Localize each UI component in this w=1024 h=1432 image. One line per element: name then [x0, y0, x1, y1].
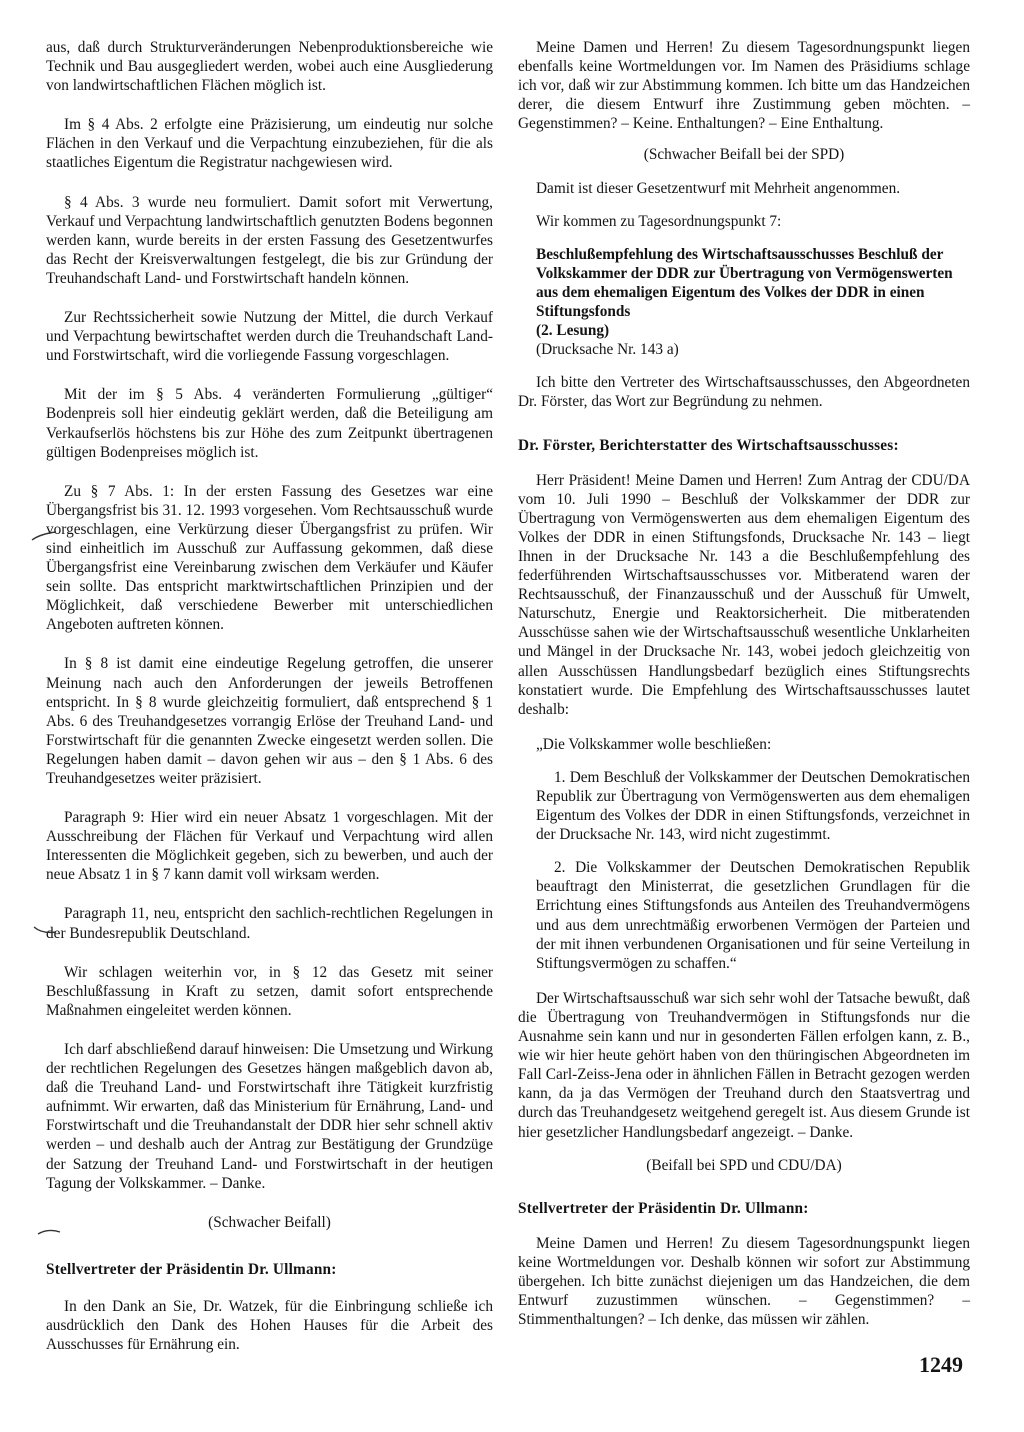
margin-mark-icon [36, 1226, 64, 1240]
paragraph: aus, daß durch Strukturveränderungen Nebenproduktionsbereiche wie Technik und Bau ausgegliedert werden, wobei auch eine Ausgliederung von landwirtschaftlichen Flächen möglich ist. [46, 39, 493, 95]
left-column [46, 38, 493, 1354]
motion-print-reference: (Drucksache Nr. 143 a) [536, 341, 679, 359]
page-number: 1249 [919, 1352, 963, 1377]
paragraph: Im § 4 Abs. 2 erfolgte eine Präzisierung, um eindeutig nur solche Flächen in den Verkauf und die Verpachtung einzubeziehen, für die als staatliches Eigentum die Registratur nachgewiesen wird. [46, 116, 493, 172]
paragraph: In § 8 ist damit eine eindeutige Regelung getroffen, die unserer Meinung nach auch den Anforderungen der jeweils Betroffenen entspricht. In § 8 wurde gleichzeitig formuliert, daß entsprechend § 1 Abs. 6 des Treuhandgesetzes vorrangig Erlöse der Treuhand Land- und Forstwirtschaft für die genannten Zwecke eingesetzt werden sollen. Die Regelungen haben damit – davon gehen wir aus – den § 1 Abs. 6 des Treuhandgesetzes weiter präzisiert. [46, 655, 493, 787]
applause-note: (Schwacher Beifall) [208, 1213, 331, 1231]
paragraph: Mit der im § 5 Abs. 4 veränderten Formulierung „gültiger“ Bodenpreis soll hier eindeutig geklärt werden, daß die Beteiligung am Verkaufserlös höchstens bis zur Höhe des zum Zeitpunkt übertragenen gültigen Bodenpreises möglich ist. [46, 386, 493, 461]
paragraph: Herr Präsident! Meine Damen und Herren! Zum Antrag der CDU/DA vom 10. Juli 1990 – Beschluß der Volkskammer der DDR zur Übertragung von Vermögenswerten aus dem ehemaligen Eigentum des Volkes der DDR in einen Stiftungsfonds, Drucksache Nr. 143 – liegt Ihnen in der Drucksache Nr. 143 a die Beschlußempfehlung des federführenden Wirtschaftsausschusses vor. Mitberatend waren der Rechtsausschuß, der Finanzausschuß und der Ausschuß für Umwelt, Naturschutz, Energie und Reaktorsicherheit. Die mitberatenden Ausschüsse sahen wie der Wirtschaftsausschuß wesentliche Unklarheiten und Mängel in der Drucksache Nr. 143, wobei jedoch gleichzeitig von allen Ausschüssen Handlungsbedarf bezüglich eines Stiftungsrechts konstatiert wurde. Die Empfehlung des Wirtschaftsausschusses lautet deshalb: [518, 471, 970, 718]
paragraph: Damit ist dieser Gesetzentwurf mit Mehrheit angenommen. [536, 179, 901, 197]
right-column [518, 38, 970, 1329]
margin-mark-icon [30, 530, 60, 544]
paragraph: Meine Damen und Herren! Zu diesem Tagesordnungspunkt liegen ebenfalls keine Wortmeldungen vor. Im Namen des Präsidiums schlage ich vor, daß wir zur Abstimmung kommen. Ich bitte um das Handzeichen derer, die diesem Entwurf ihre Zustimmung geben möchten. – Gegenstimmen? – Keine. Enthaltungen? – Eine Enthaltung. [518, 39, 970, 133]
quote-intro: „Die Volkskammer wolle beschließen: [536, 735, 772, 753]
paragraph: Paragraph 9: Hier wird ein neuer Absatz 1 vorgeschlagen. Mit der Ausschreibung der Flächen für Verkauf und Verpachtung wird allen Interessenten die Möglichkeit gegeben, sich zu bewerben, und auch der neue Absatz 1 in § 7 kann damit voll wirksam werden. [46, 809, 493, 884]
paragraph: Paragraph 11, neu, entspricht den sachlich-rechtlichen Regelungen in der Bundesrepublik Deutschland. [46, 905, 493, 942]
agenda-motion [518, 245, 970, 360]
paragraph: Der Wirtschaftsausschuß war sich sehr wohl der Tatsache bewußt, daß die Übertragung von Treuhandvermögen in Stiftungsfonds nur die Ausnahme sein kann und nur in gesonderten Fällen erfolgen kann, z. B., wie wir hier heute gehört haben von den thüringischen Abgeordneten im Fall Carl-Zeiss-Jena oder in ähnlichen Fällen in Betracht gezogen werden kann, da ja das Vermögen der Treuhand durch den Staatsvertrag und durch das Treuhandgesetz weitgehend geregelt ist. Aus diesem Grunde ist hier gesetzlicher Handlungsbedarf angezeigt. – Danke. [518, 989, 970, 1141]
resolution-item: 1. Dem Beschluß der Volkskammer der Deutschen Demokratischen Republik zur Übertragung von Vermögenswerten aus dem ehemaligen Eigentum des Volkes der DDR in einen Stiftungsfonds, verzeichnet in der Drucksache Nr. 143, wird nicht zugestimmt. [536, 768, 970, 844]
applause-note: (Beifall bei SPD und CDU/DA) [646, 1156, 842, 1174]
paragraph: Wir schlagen weiterhin vor, in § 12 das Gesetz mit seiner Beschlußfassung in Kraft zu setzen, damit sofort entsprechende Maßnahmen eingeleitet werden können. [46, 963, 493, 1019]
paragraph: Zur Rechtssicherheit sowie Nutzung der Mittel, die durch Verkauf und Verpachtung bewirtschaftet werden durch die Treuhandschaft Land- und Forstwirtschaft, wird die vorliegende Fassung vorgeschlagen. [46, 309, 493, 365]
paragraph: In den Dank an Sie, Dr. Watzek, für die Einbringung schließe ich ausdrücklich den Dank des Hohen Hauses für die Arbeit des Ausschusses für Ernährung ein. [46, 1297, 493, 1354]
margin-mark-icon [32, 924, 60, 938]
speaker-heading: Stellvertreter der Präsidentin Dr. Ullmann: [46, 1260, 337, 1278]
paragraph: § 4 Abs. 3 wurde neu formuliert. Damit sofort mit Verwertung, Verkauf und Verpachtung landwirtschaftlich genutzten Bodens begonnen werden kann, wurde bereits in der ersten Fassung des Gesetzentwurfes das Recht der Kreisverwaltungen festgelegt, die bis zur Gründung der Treuhandschaft Land- und Forstwirtschaft handeln können. [46, 193, 493, 287]
paragraph: Meine Damen und Herren! Zu diesem Tagesordnungspunkt liegen keine Wortmeldungen vor. Deshalb können wir sofort zur Abstimmung übergehen. Ich bitte zunächst diejenigen um das Handzeichen, die dem Entwurf zuzustimmen wünschen. – Gegenstimmen? – Stimmenthaltungen? – Ich denke, das müssen wir zählen. [518, 1234, 970, 1329]
paragraph: Wir kommen zu Tagesordnungspunkt 7: [536, 212, 782, 230]
resolution-item: 2. Die Volkskammer der Deutschen Demokratischen Republik beauftragt den Ministerrat, die gesetzlichen Grundlagen für die Errichtung eines Stiftungsfonds aus Anteilen des Treuhandvermögens und aus dem unrechtmäßig erworbenen Vermögen der Parteien und der mit ihnen verbundenen Organisationen und für seine Verteilung in Stiftungsvermögen zu schaffen.“ [536, 859, 970, 972]
paragraph: Zu § 7 Abs. 1: In der ersten Fassung des Gesetzes war eine Übergangsfrist bis 31. 12. 1993 vorgesehen. Vom Rechtsausschuß wurde vorgeschlagen, eine Verkürzung dieser Übergangsfrist zu prüfen. Wir sind einheitlich im Ausschuß zur Auffassung gekommen, daß diese Übergangsfrist eine Vereinbarung zwischen dem Verkäufer und Käufer sein sollte. Das entspricht marktwirtschaftlichen Prinzipien und der Möglichkeit, daß verschiedene Bewerber mit unterschiedlichen Angeboten auftreten können. [46, 482, 493, 634]
speaker-heading: Stellvertreter der Präsidentin Dr. Ullmann: [518, 1199, 809, 1217]
motion-reading: (2. Lesung) [536, 322, 610, 340]
motion-title: Beschlußempfehlung des Wirtschaftsausschusses Beschluß der Volkskammer der DDR zur Übertragung von Vermögenswerten aus dem ehemaligen Eigentum des Volkes der DDR in einen Stiftungsfonds [536, 245, 953, 321]
paragraph: Ich darf abschließend darauf hinweisen: Die Umsetzung und Wirkung der rechtlichen Regelungen des Gesetzes hängen maßgeblich davon ab, daß die Treuhand Land- und Forstwirtschaft ihre Tätigkeit kurzfristig aufnimmt. Wir erwarten, daß das Ministerium für Ernährung, Land- und Forstwirtschaft und die Treuhandanstalt der DDR hier sehr schnell aktiv werden – und deshalb auch der Antrag zur Bestätigung der Grundzüge der Satzung der Treuhand Land- und Forstwirtschaft in der heutigen Tagung der Volkskammer. – Danke. [46, 1040, 493, 1192]
paragraph: Ich bitte den Vertreter des Wirtschaftsausschusses, den Abgeordneten Dr. Förster, das Wort zur Begründung zu nehmen. [518, 374, 970, 411]
applause-note: (Schwacher Beifall bei der SPD) [643, 146, 845, 164]
speaker-heading: Dr. Förster, Berichterstatter des Wirtschaftsausschusses: [518, 436, 899, 454]
